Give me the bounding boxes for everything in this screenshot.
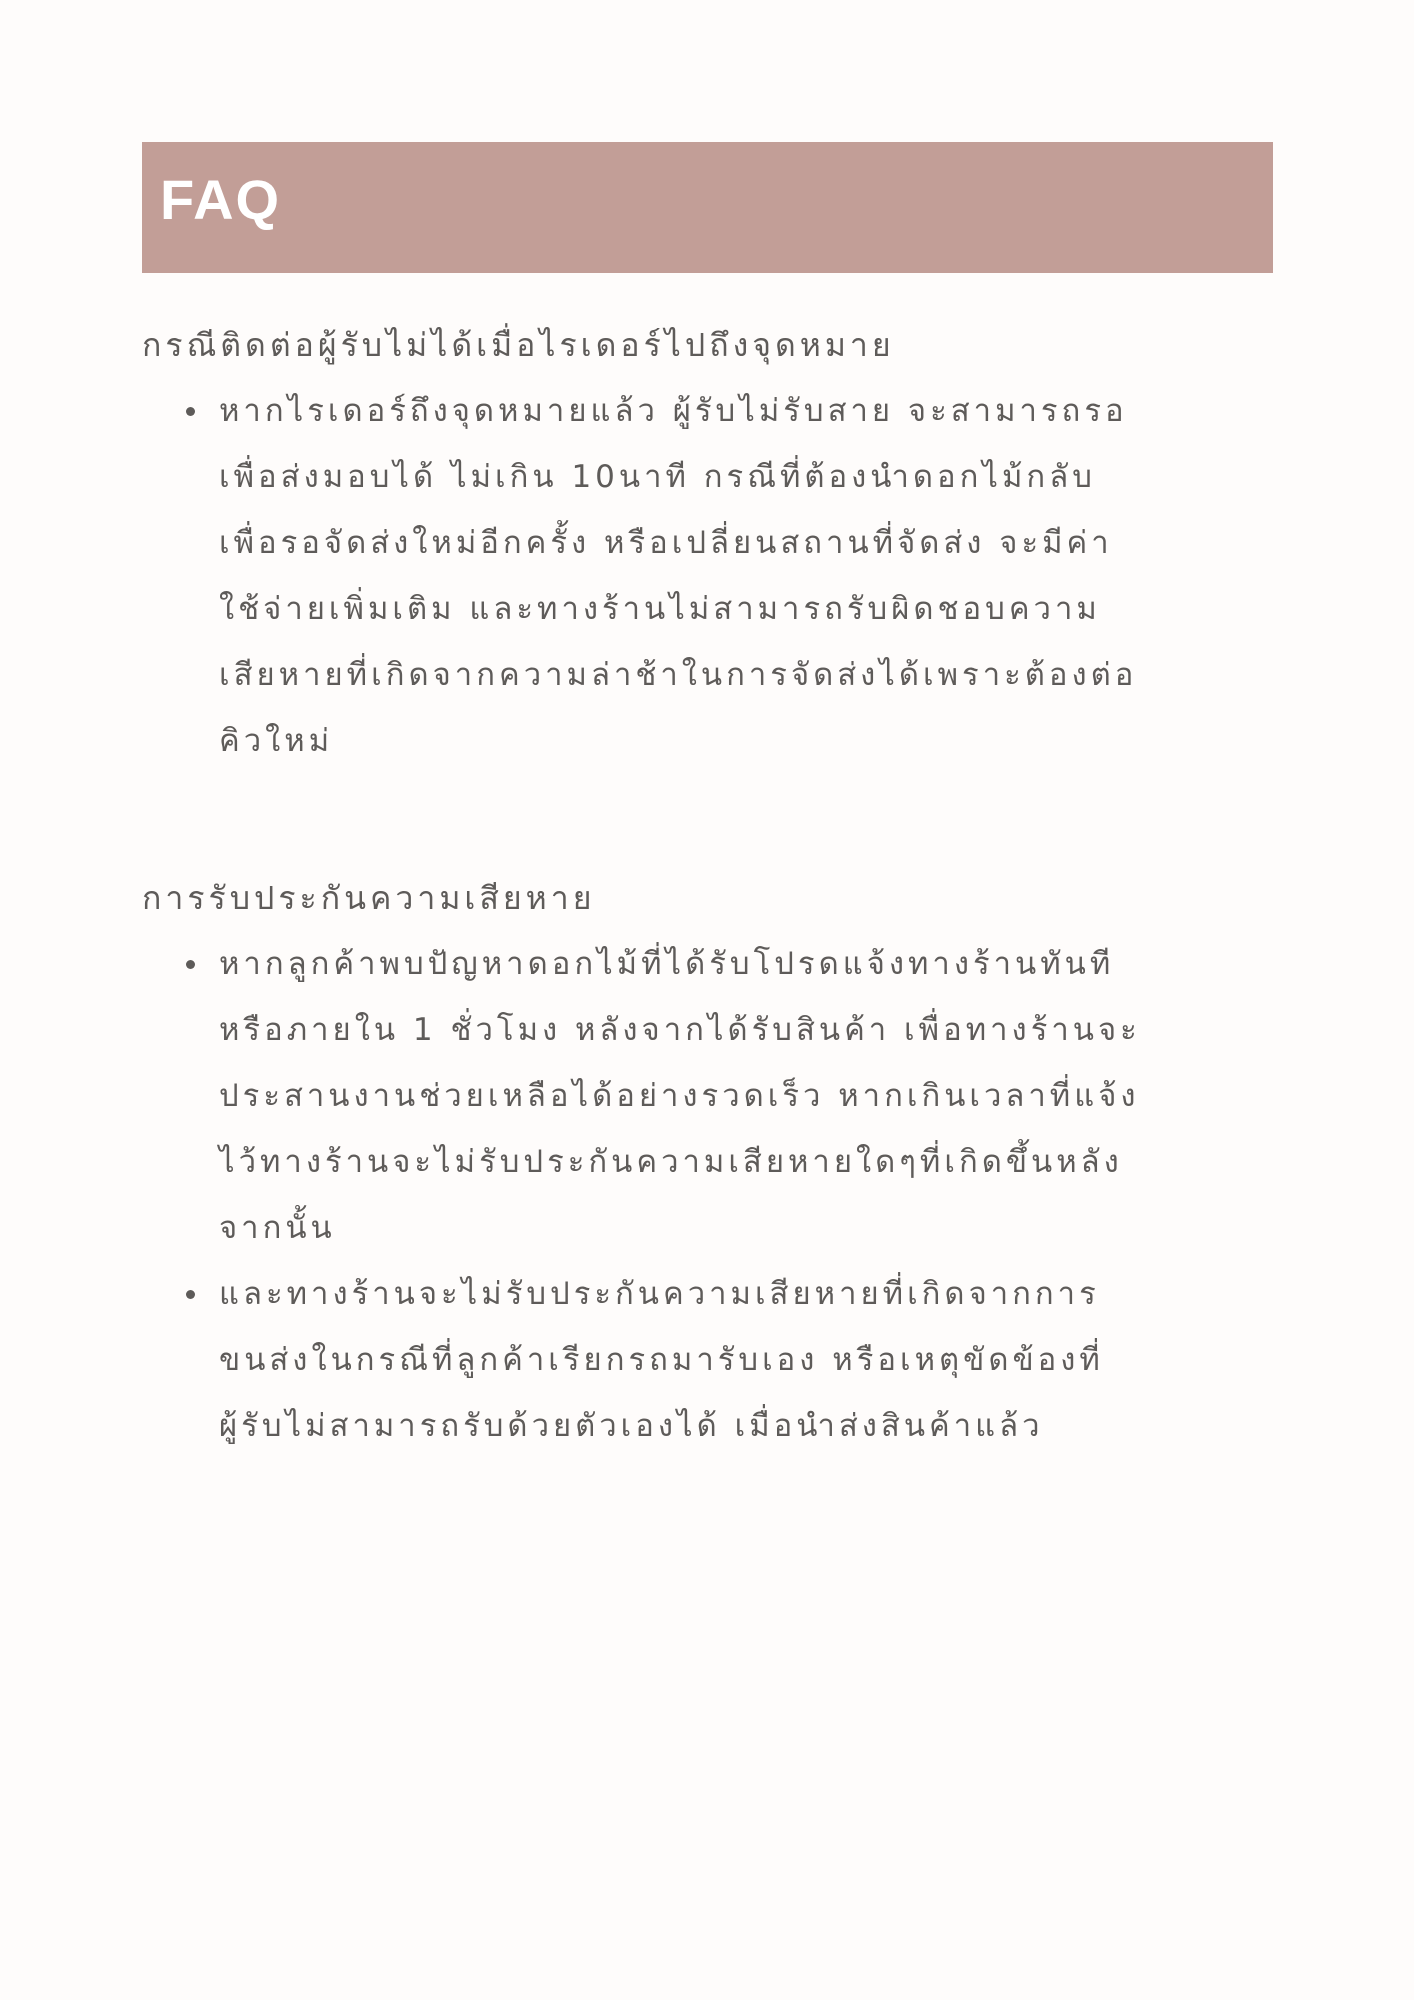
text-line: เพื่อรอจัดส่งใหม่อีกครั้ง หรือเปลี่ยนสถานที่จัดส่ง จะมีค่า: [219, 525, 1113, 561]
text-line: ผู้รับไม่สามารถรับด้วยตัวเองได้ เมื่อนำส่งสินค้าแล้ว: [219, 1408, 1044, 1444]
bullet-dot-icon: [186, 407, 195, 416]
text-line: หากลูกค้าพบปัญหาดอกไม้ที่ได้รับโปรดแจ้งทางร้านทันที: [219, 946, 1115, 982]
text-line: ไว้ทางร้านจะไม่รับประกันความเสียหายใดๆที่เกิดขึ้นหลัง: [219, 1144, 1123, 1180]
bullet-list: [142, 378, 1273, 774]
faq-header-band: [142, 142, 1273, 273]
list-item: [142, 1261, 1273, 1459]
bullet-list: [142, 931, 1273, 1459]
bullet-dot-icon: [186, 960, 195, 969]
text-line: คิวใหม่: [219, 723, 334, 759]
text-line: ประสานงานช่วยเหลือได้อย่างรวดเร็ว หากเกินเวลาที่แจ้ง: [219, 1078, 1140, 1114]
list-item: [142, 931, 1273, 1261]
page-title: FAQ: [160, 168, 282, 231]
list-item: [142, 378, 1273, 774]
text-line: จากนั้น: [219, 1210, 336, 1246]
bullet-dot-icon: [186, 1290, 195, 1299]
text-line: ใช้จ่ายเพิ่มเติม และทางร้านไม่สามารถรับผิดชอบความ: [219, 591, 1101, 627]
section-rider-contact: [142, 312, 1273, 774]
text-line: และทางร้านจะไม่รับประกันความเสียหายที่เกิดจากการ: [219, 1276, 1100, 1312]
text-line: ขนส่งในกรณีที่ลูกค้าเรียกรถมารับเอง หรือเหตุขัดข้องที่: [219, 1342, 1104, 1378]
text-line: หากไรเดอร์ถึงจุดหมายแล้ว ผู้รับไม่รับสาย จะสามารถรอ: [219, 393, 1128, 429]
text-line: เพื่อส่งมอบได้ ไม่เกิน 10นาที กรณีที่ต้องนำดอกไม้กลับ: [219, 459, 1096, 495]
section-damage-guarantee: [142, 865, 1273, 1459]
section-heading: การรับประกันความเสียหาย: [142, 879, 596, 917]
section-heading: กรณีติดต่อผู้รับไม่ได้เมื่อไรเดอร์ไปถึงจุดหมาย: [142, 326, 895, 364]
text-line: เสียหายที่เกิดจากความล่าช้าในการจัดส่งได้เพราะต้องต่อ: [219, 657, 1138, 693]
text-line: หรือภายใน 1 ชั่วโมง หลังจากได้รับสินค้า เพื่อทางร้านจะ: [219, 1012, 1141, 1048]
